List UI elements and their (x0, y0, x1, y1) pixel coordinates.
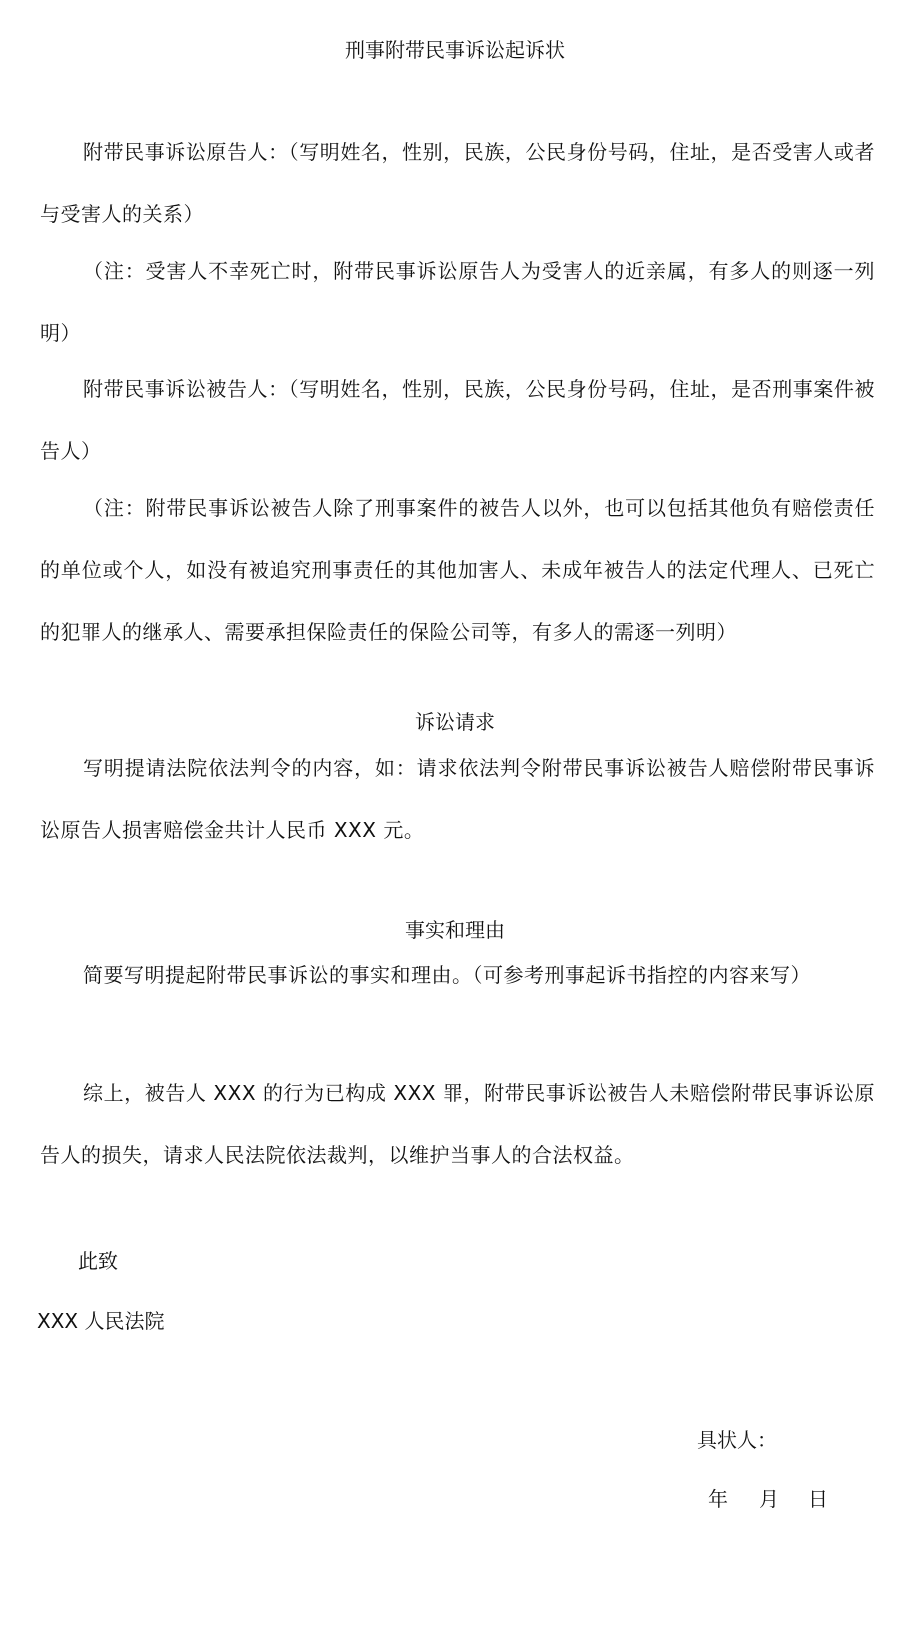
court-name: XXX 人民法院 (37, 1309, 165, 1333)
claims-heading: 诉讼请求 (415, 710, 495, 734)
defendant-paragraph: 附带民事诉讼被告人：（写明姓名，性别，民族，公民身份号码，住址，是否刑事案件被告人） (40, 377, 875, 463)
document-title: 刑事附带民事诉讼起诉状 (345, 38, 565, 62)
plaintiff-paragraph: 附带民事诉讼原告人：（写明姓名，性别，民族，公民身份号码，住址，是否受害人或者与受害人的关系） (40, 140, 875, 226)
date-year: 年 (708, 1487, 728, 1511)
salutation: 此致 (78, 1249, 118, 1273)
signer-label: 具状人： (697, 1428, 777, 1452)
date-day: 日 (808, 1487, 828, 1511)
date-month: 月 (759, 1487, 779, 1511)
facts-heading: 事实和理由 (405, 918, 505, 942)
defendant-note-paragraph: （注：附带民事诉讼被告人除了刑事案件的被告人以外，也可以包括其他负有赔偿责任的单位或个人，如没有被追究刑事责任的其他加害人、未成年被告人的法定代理人、已死亡的犯罪人的继承人、需要承担保险责任的保险公司等，有多人的需逐一列明） (40, 496, 875, 644)
conclusion-paragraph: 综上，被告人 XXX 的行为已构成 XXX 罪，附带民事诉讼被告人未赔偿附带民事诉讼原告人的损失，请求人民法院依法裁判，以维护当事人的合法权益。 (40, 1081, 875, 1167)
facts-paragraph: 简要写明提起附带民事诉讼的事实和理由。（可参考刑事起诉书指控的内容来写） (83, 963, 811, 987)
plaintiff-note-paragraph: （注：受害人不幸死亡时，附带民事诉讼原告人为受害人的近亲属，有多人的则逐一列明） (40, 259, 875, 345)
claims-paragraph: 写明提请法院依法判令的内容，如：请求依法判令附带民事诉讼被告人赔偿附带民事诉讼原告人损害赔偿金共计人民币 XXX 元。 (40, 756, 875, 842)
